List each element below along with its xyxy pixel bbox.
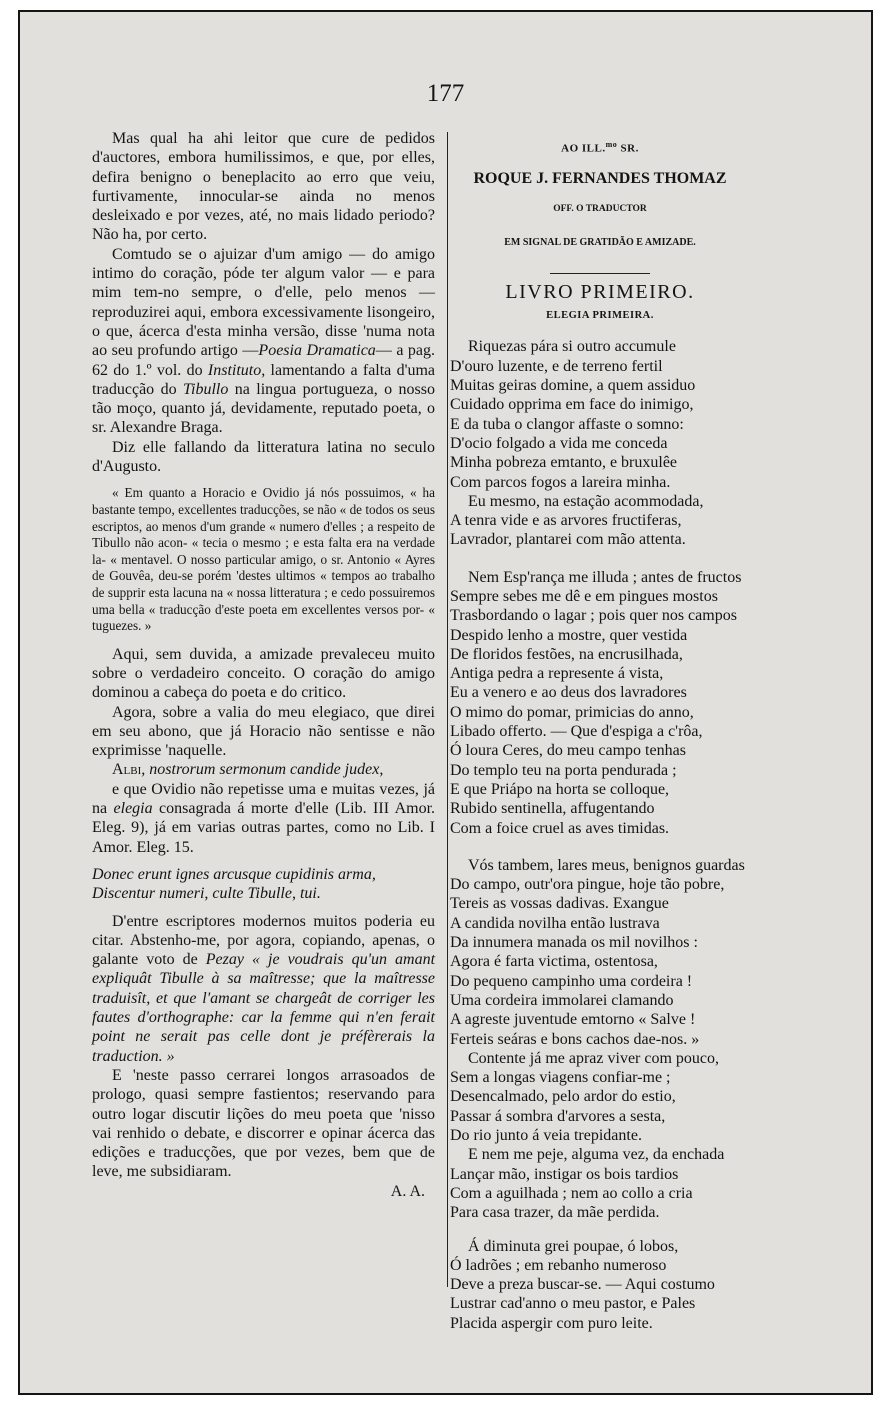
latin-name: Albi xyxy=(112,761,142,779)
paragraph-readers: Mas qual ha ahi leitor que cure de pedidos d'auctores, embora humilissimos, e que, por elles, defira benigno o beneplacito ao erro que veiu, furtivamente, innocular-se ainda no menos desleixado e por vezes, até, no mais lidado periodo? Não ha, por certo. xyxy=(92,130,435,244)
paragraph-modern-writers xyxy=(92,912,435,1066)
text-run: — a pag. 62 do 1.º vol. do xyxy=(92,342,436,379)
verse-line: Ferteis seáras e bons cachos dae-nos. » xyxy=(450,1030,700,1048)
dedication-signal: EM SIGNAL DE GRATIDÃO E AMIZADE. xyxy=(504,236,696,248)
page-number: 177 xyxy=(426,80,465,107)
verse-line: Agora é farta victima, ostentosa, xyxy=(450,953,658,971)
verse-line: Sem a longas viagens confiar-me ; xyxy=(450,1069,671,1087)
verse-line: Com parcos fogos a lareira minha. xyxy=(450,473,671,491)
stanza xyxy=(440,856,760,1145)
verse-line: Desencalmado, pelo ardor do estio, xyxy=(450,1088,676,1106)
stanza xyxy=(440,337,760,549)
superscript: mo xyxy=(605,140,618,149)
elegia-word: elegia xyxy=(113,800,153,818)
verse-line: E da tuba o clangor affaste o somno: xyxy=(450,415,684,433)
verse-line: Cuidado opprima em face do inimigo, xyxy=(450,396,694,414)
poem xyxy=(440,337,760,1333)
verse-line: Contente já me apraz viver com pouco, xyxy=(468,1049,720,1067)
verse-line: Á diminuta grei poupae, ó lobos, xyxy=(468,1237,679,1255)
paragraph-ovidio xyxy=(92,780,435,857)
latin-text: , nostrorum sermonum candide judex, xyxy=(141,761,384,779)
verse-line: A agreste juventude emtorno « Salve ! xyxy=(450,1011,696,1029)
text-run: SR. xyxy=(620,142,639,155)
verse-line: Eu a venero e ao deus dos lavradores xyxy=(450,684,687,702)
verse-line: Do pequeno campinho uma cordeira ! xyxy=(450,972,693,990)
verse-line: Rubido sentinella, affugentando xyxy=(450,800,655,818)
book-title: LIVRO PRIMEIRO. xyxy=(505,280,695,303)
text-run: e que Ovidio não repetisse uma e muitas vezes, já na xyxy=(92,780,435,818)
verse-line: Muitas geiras domine, a quem assiduo xyxy=(450,377,696,395)
verse-line: Sempre sebes me dê e em pingues mostos xyxy=(450,588,718,605)
stanza xyxy=(440,1145,760,1222)
journal-title: Instituto xyxy=(207,361,262,379)
text-run: consagrada á morte d'elle (Lib. III Amor. Eleg. 9), já em varias outras partes, como no Lib. I Amor. Eleg. 15. xyxy=(92,800,436,856)
verse-line: Placida aspergir com puro leite. xyxy=(450,1314,653,1332)
text-run: D'entre escriptores modernos muitos poderia eu citar. Abstenho-me, por agora, copiando, apenas, o galante voto de xyxy=(92,912,435,969)
verse-line: Libado offerto. — Que d'espiga a c'rôa, xyxy=(450,723,703,741)
verse-line: Antiga pedra a represente á vista, xyxy=(450,665,664,683)
verse-line: Do templo teu na porta pendurada ; xyxy=(450,761,677,779)
verse-line: Com a aguilhada ; nem ao collo a cria xyxy=(450,1184,693,1202)
verse-line: Despido lenho a mostre, quer vestida xyxy=(450,626,688,644)
verse-line: Lançar mão, instigar os bois tardios xyxy=(450,1165,679,1183)
verse-line: Para casa trazer, da mãe perdida. xyxy=(450,1204,660,1222)
verse-line: Do campo, outr'ora pingue, hoje tão pobre, xyxy=(450,876,725,894)
verse-line: Ó loura Ceres, do meu campo tenhas xyxy=(450,742,686,760)
dedication-to xyxy=(440,135,760,159)
verse-line: Da innumera manada os mil novilhos : xyxy=(450,934,698,952)
verse-line: Riquezas pára si outro accumule xyxy=(468,338,676,356)
dedication-name: ROQUE J. FERNANDES THOMAZ xyxy=(473,169,727,187)
verse-line: E que Priápo na horta se colloque, xyxy=(450,780,670,798)
latin-quote-2 xyxy=(92,865,435,904)
paragraph-closing: E 'neste passo cerrarei longos arrasoados de prologo, quasi sempre fastientos; reservando para outro logar discutir lições do meu poeta que 'nisso vai renhido o debate, e discorrer e opinar ácerca das edições e traducções, que por vezes, bem que de leve, me subsidiaram. xyxy=(92,1066,435,1181)
verse-line: D'ouro luzente, e de terreno fertil xyxy=(450,357,663,375)
verse-line: Do rio junto á veia trepidante. xyxy=(450,1127,642,1145)
signature: A. A. xyxy=(390,1182,425,1200)
stanza xyxy=(440,1237,760,1333)
verse-line: Trasbordando o lagar ; pois quer nos campos xyxy=(450,607,737,625)
text-run: AO ILL. xyxy=(561,142,606,155)
text-run: Comtudo se o ajuizar d'um amigo — do amigo intimo do coração, póde ter algum valor — e para mim tem-no sempre, o d'elle, pelo menos — reproduzirei aqui, embora excessivamente lisongeiro, o que, ácerca d'esta minha versão, disse 'numa nota ao seu profundo artigo — xyxy=(92,245,435,360)
french-quote: « je voudrais qu'un amant expliquât Tibulle à sa maîtresse; que la maîtresse traduisît, et que l'amant se chargeât de corriger les fautes d'orthographe: car la femme qui n'en ferait point ne serait pas celle dont je préfèrerais la traduction. » xyxy=(92,951,436,1065)
text-run: na lingua portugueza, o nosso tão moço, quanto já, devidamente, reputado poeta, o sr. Alexandre Braga. xyxy=(92,380,436,437)
author-name: Tibullo xyxy=(183,380,229,398)
paragraph-valia: Agora, sobre a valia do meu elegiaco, que direi em seu abono, que já Horacio não sentisse e não exprimisse 'naquelle. xyxy=(92,703,435,760)
paragraph-friend-opinion xyxy=(92,245,435,438)
verse-line: Minha pobreza emtanto, e bruxulêe xyxy=(450,454,678,472)
verse-line: Nem Esp'rança me illuda ; antes de fructos xyxy=(468,568,742,586)
verse-line: O mimo do pomar, primicias do anno, xyxy=(450,703,694,721)
paragraph-friendship: Aqui, sem duvida, a amizade prevaleceu muito sobre o verdadeiro conceito. O coração do amigo dominou a cabeça do poeta e do critico. xyxy=(92,645,435,702)
latin-quote-1 xyxy=(92,760,435,779)
elegy-title: ELEGIA PRIMEIRA. xyxy=(546,310,654,322)
verse-line: Tereis as vossas dadivas. Exangue xyxy=(450,895,669,913)
verse-line: Lavrador, plantarei com mão attenta. xyxy=(450,531,686,549)
newspaper-page xyxy=(18,10,873,1395)
verse-line: Uma cordeira immolarei clamando xyxy=(450,991,674,1009)
poem-column xyxy=(440,129,760,1333)
verse-line: Lustrar cad'anno o meu pastor, e Pales xyxy=(450,1295,696,1313)
block-quote: « Em quanto a Horacio e Ovidio já nós possuimos, « ha bastante tempo, excellentes traducções, se não « de todos os seus escriptos, ao menos d'um grande « numero d'elles ; a respeito de Tibullo não acon- « tecia o mesmo ; e esta falta era na verdade la- « mentavel. O nosso particular amigo, o sr. Antonio « Ayres de Gouvêa, deu-se porém 'destes ultimos « tempos ao trabalho de supprir esta lacuna na « nossa litteratura ; e cedo possuiremos uma bella « traducção d'este poeta em excellentes versos por- « tuguezes. » xyxy=(92,485,435,634)
dedication-off: OFF. O TRADUCTOR xyxy=(553,204,647,215)
verse-line: Ó ladrões ; em rebanho numeroso xyxy=(450,1256,667,1274)
verse-line: De floridos festões, na encrusilhada, xyxy=(450,645,683,663)
divider-rule xyxy=(550,273,650,274)
latin-line: Donec erunt ignes arcusque cupidinis arma, xyxy=(92,865,376,883)
text-run: , lamentando a falta d'uma traducção do xyxy=(92,361,436,398)
verse-line: D'ocio folgado a vida me conceda xyxy=(450,434,668,452)
paragraph-says: Diz elle fallando da litteratura latina no seculo d'Augusto. xyxy=(92,438,435,476)
article-title: Poesia Dramatica xyxy=(258,342,376,360)
pezay-name: Pezay xyxy=(205,951,244,969)
verse-line: A candida novilha então lustrava xyxy=(450,914,660,932)
latin-line: Discentur numeri, culte Tibulle, tui. xyxy=(92,885,321,903)
verse-line: A tenra vide e as arvores fructiferas, xyxy=(450,512,682,530)
verse-line: E nem me peje, alguma vez, da enchada xyxy=(468,1146,725,1164)
stanza xyxy=(440,568,760,838)
verse-line: Com a foice cruel as aves timidas. xyxy=(450,819,670,837)
verse-line: Vós tambem, lares meus, benignos guardas xyxy=(468,856,745,874)
verse-line: Deve a preza buscar-se. — Aqui costumo xyxy=(450,1276,715,1294)
prologue-column xyxy=(92,129,435,1201)
verse-line: Passar á sombra d'arvores a sesta, xyxy=(450,1107,666,1125)
verse-line: Eu mesmo, na estação acommodada, xyxy=(468,492,704,510)
